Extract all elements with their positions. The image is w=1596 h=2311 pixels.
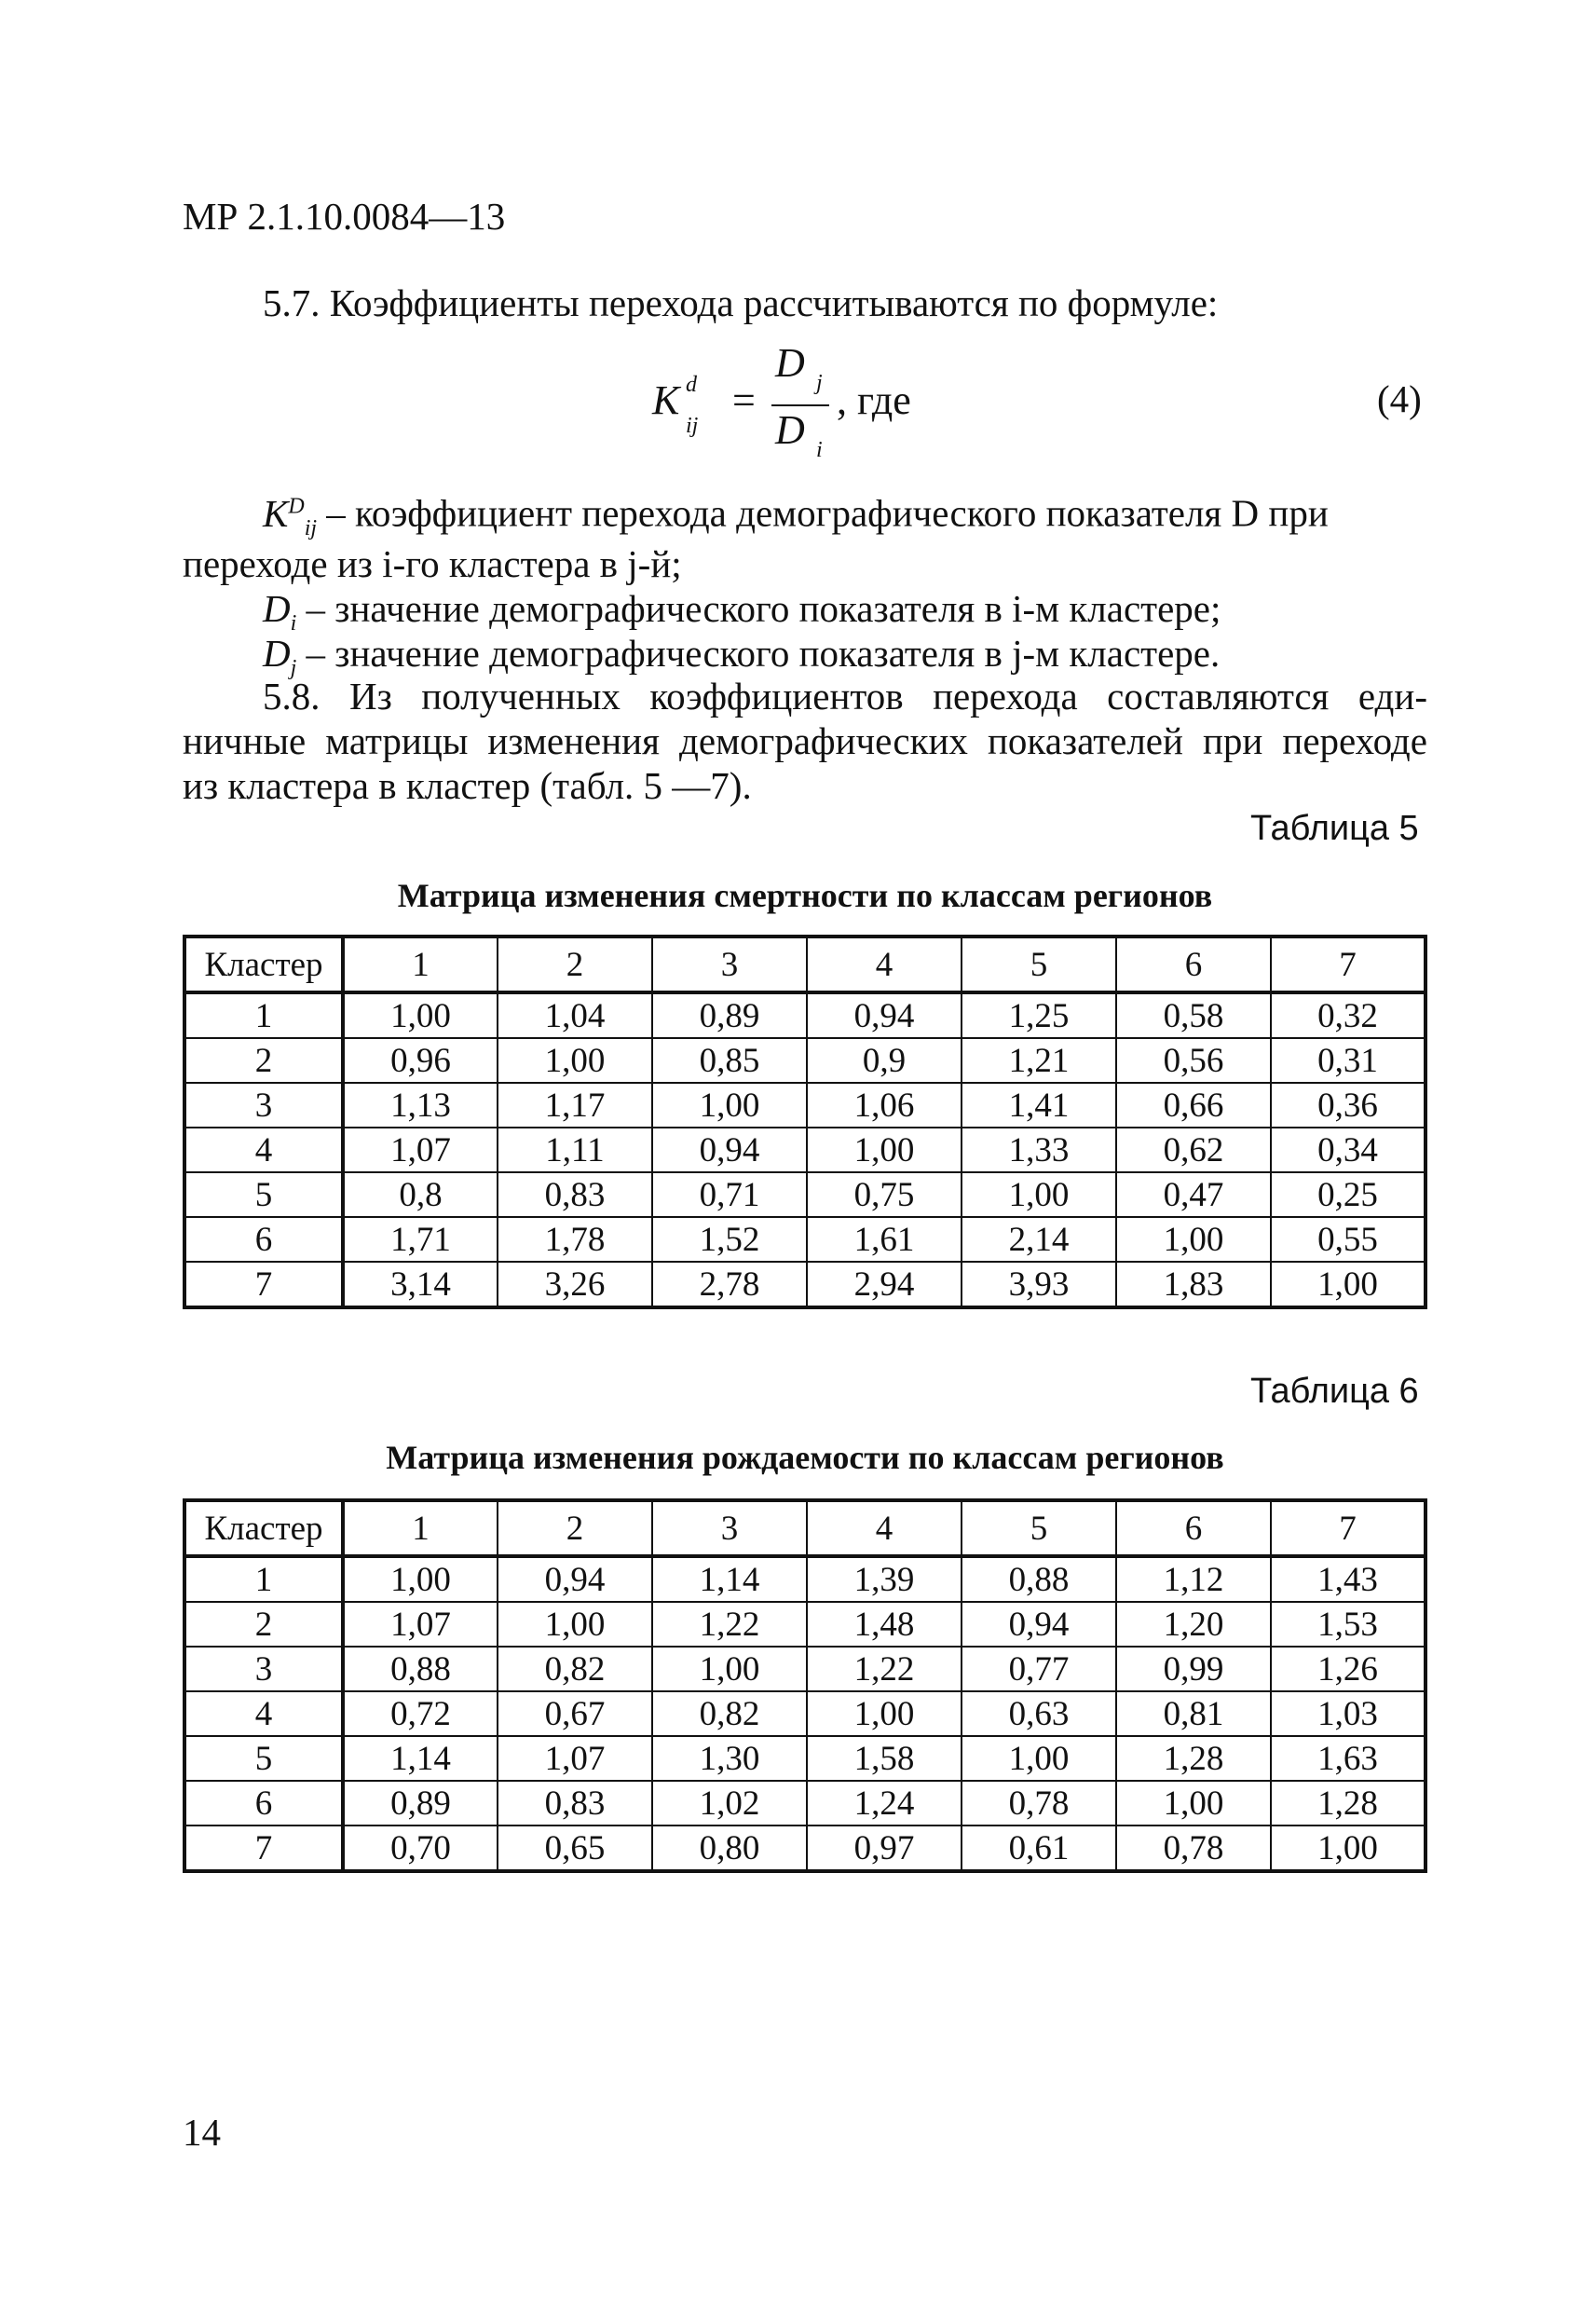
- table5-label: Таблица 5: [1250, 809, 1419, 848]
- table-cell: 0,75: [807, 1172, 962, 1217]
- table6-title: Матрица изменения рождаемости по классам регионов: [386, 1439, 1224, 1476]
- formula-k-sub: ij: [686, 414, 699, 438]
- table-cell: 1,63: [1271, 1736, 1425, 1781]
- table-cell: 0,83: [498, 1781, 652, 1826]
- section-5-8-line3: из кластера в кластер (табл. 5 —7).: [183, 764, 752, 807]
- row-header-cell: 2: [184, 1602, 343, 1647]
- table-cell: 1,00: [343, 1556, 498, 1602]
- column-header: 7: [1271, 937, 1425, 992]
- table-cell: 0,63: [962, 1691, 1116, 1736]
- table-cell: 0,31: [1271, 1038, 1425, 1083]
- column-header: 5: [962, 937, 1116, 992]
- table-cell: 1,22: [807, 1647, 962, 1691]
- formula-where: , где: [837, 377, 911, 423]
- table-cell: 1,00: [498, 1602, 652, 1647]
- table-header-row: [184, 937, 1425, 992]
- formula-denominator: D: [775, 407, 805, 453]
- table-cell: 0,36: [1271, 1083, 1425, 1128]
- table-cell: 0,96: [343, 1038, 498, 1083]
- table-row: [184, 1736, 1425, 1781]
- table-row: [184, 1038, 1425, 1083]
- row-header-cell: 5: [184, 1172, 343, 1217]
- table-cell: 0,56: [1116, 1038, 1271, 1083]
- table-cell: 0,78: [1116, 1826, 1271, 1871]
- table-cell: 1,30: [652, 1736, 807, 1781]
- table5-title: Матрица изменения смертности по классам регионов: [397, 877, 1213, 914]
- row-header-cell: 5: [184, 1736, 343, 1781]
- table-cell: 0,82: [498, 1647, 652, 1691]
- table-cell: 0,32: [1271, 992, 1425, 1038]
- table-cell: 0,72: [343, 1691, 498, 1736]
- table-cell: 0,65: [498, 1826, 652, 1871]
- table-cell: 0,61: [962, 1826, 1116, 1871]
- table-cell: 0,47: [1116, 1172, 1271, 1217]
- table-cell: 1,53: [1271, 1602, 1425, 1647]
- table-cell: 1,43: [1271, 1556, 1425, 1602]
- column-header: 1: [343, 1500, 498, 1556]
- table-cell: 0,82: [652, 1691, 807, 1736]
- table-cell: 1,12: [1116, 1556, 1271, 1602]
- table-cell: 0,77: [962, 1647, 1116, 1691]
- table-cell: 1,71: [343, 1217, 498, 1262]
- table-cell: 1,00: [1116, 1217, 1271, 1262]
- table-cell: 2,94: [807, 1262, 962, 1307]
- table-cell: 1,00: [1116, 1781, 1271, 1826]
- table-row: [184, 1691, 1425, 1736]
- row-header-cell: 1: [184, 1556, 343, 1602]
- section-5-8-line1: 5.8. Из полученных коэффициентов перехода составляются еди-: [263, 675, 1427, 718]
- table-cell: 0,70: [343, 1826, 498, 1871]
- table-cell: 1,14: [343, 1736, 498, 1781]
- table-cell: 0,8: [343, 1172, 498, 1217]
- table-cell: 1,78: [498, 1217, 652, 1262]
- table-cell: 1,00: [962, 1736, 1116, 1781]
- table-cell: 1,22: [652, 1602, 807, 1647]
- column-header-cluster: Кластер: [184, 1500, 343, 1556]
- column-header: 4: [807, 1500, 962, 1556]
- section-5-8-line2: ничные матрицы изменения демографических показателей при переходе: [183, 719, 1427, 762]
- table-cell: 1,20: [1116, 1602, 1271, 1647]
- table-cell: 0,71: [652, 1172, 807, 1217]
- table-cell: 1,48: [807, 1602, 962, 1647]
- table-cell: 1,00: [343, 992, 498, 1038]
- table-cell: 2,14: [962, 1217, 1116, 1262]
- table-row: [184, 1083, 1425, 1128]
- formula-k-sup: d: [686, 373, 697, 397]
- table-cell: 0,78: [962, 1781, 1116, 1826]
- table-cell: 1,00: [962, 1172, 1116, 1217]
- table-cell: 1,14: [652, 1556, 807, 1602]
- table-cell: 1,83: [1116, 1262, 1271, 1307]
- table-cell: 1,04: [498, 992, 652, 1038]
- table-cell: 0,81: [1116, 1691, 1271, 1736]
- table-cell: 1,00: [807, 1691, 962, 1736]
- table-cell: 0,97: [807, 1826, 962, 1871]
- table6-birthrate-matrix: [183, 1498, 1427, 1873]
- row-header-cell: 7: [184, 1826, 343, 1871]
- table-cell: 1,02: [652, 1781, 807, 1826]
- column-header: 5: [962, 1500, 1116, 1556]
- formula-numerator-sub: j: [816, 371, 823, 395]
- table5-mortality-matrix: [183, 935, 1427, 1309]
- table-cell: 1,52: [652, 1217, 807, 1262]
- table-cell: 1,28: [1271, 1781, 1425, 1826]
- table-cell: 1,39: [807, 1556, 962, 1602]
- table-row: [184, 1128, 1425, 1172]
- definition-dj-symbol: $D_j$: [263, 632, 297, 681]
- row-header-cell: 4: [184, 1691, 343, 1736]
- table-cell: 1,00: [498, 1038, 652, 1083]
- table-cell: 1,41: [962, 1083, 1116, 1128]
- table-cell: 0,55: [1271, 1217, 1425, 1262]
- table-row: [184, 992, 1425, 1038]
- definition-k-symbol: $K^D_{ij}$: [263, 491, 318, 540]
- table-cell: 0,88: [962, 1556, 1116, 1602]
- formula-denominator-sub: i: [816, 438, 823, 462]
- table-cell: 0,94: [652, 1128, 807, 1172]
- table-cell: 1,61: [807, 1217, 962, 1262]
- table-row: [184, 1781, 1425, 1826]
- column-header: 7: [1271, 1500, 1425, 1556]
- page-number: 14: [183, 2111, 221, 2154]
- definition-dj-text: – значение демографического показателя в j-м кластере.: [296, 632, 1221, 675]
- table-cell: 1,11: [498, 1128, 652, 1172]
- formula-4: [652, 340, 969, 466]
- row-header-cell: 7: [184, 1262, 343, 1307]
- definition-di-symbol: $D_i$: [263, 587, 297, 636]
- table-cell: 0,66: [1116, 1083, 1271, 1128]
- table-cell: 1,24: [807, 1781, 962, 1826]
- row-header-cell: 6: [184, 1781, 343, 1826]
- table-cell: 1,06: [807, 1083, 962, 1128]
- table-cell: 1,07: [343, 1602, 498, 1647]
- table-cell: 3,26: [498, 1262, 652, 1307]
- table6-label: Таблица 6: [1250, 1372, 1419, 1411]
- table-cell: 1,00: [807, 1128, 962, 1172]
- column-header: 4: [807, 937, 962, 992]
- row-header-cell: 4: [184, 1128, 343, 1172]
- table-cell: 0,94: [498, 1556, 652, 1602]
- definition-di-text: – значение демографического показателя в i-м кластере;: [296, 587, 1221, 630]
- table-cell: 0,94: [807, 992, 962, 1038]
- definition-k-line1: – коэффициент перехода демографического показателя D при: [317, 491, 1329, 535]
- table-cell: 1,00: [652, 1083, 807, 1128]
- table-cell: 1,21: [962, 1038, 1116, 1083]
- table-header-row: [184, 1500, 1425, 1556]
- row-header-cell: 2: [184, 1038, 343, 1083]
- table-cell: 0,34: [1271, 1128, 1425, 1172]
- row-header-cell: 1: [184, 992, 343, 1038]
- table-cell: 0,99: [1116, 1647, 1271, 1691]
- table-cell: 1,00: [1271, 1826, 1425, 1871]
- table-row: [184, 1556, 1425, 1602]
- table-cell: 3,93: [962, 1262, 1116, 1307]
- table-cell: 0,83: [498, 1172, 652, 1217]
- column-header: 1: [343, 937, 498, 992]
- column-header: 3: [652, 1500, 807, 1556]
- table-cell: 3,14: [343, 1262, 498, 1307]
- section-5-7-text: 5.7. Коэффициенты перехода рассчитываются по формуле:: [263, 281, 1219, 324]
- formula-numerator: D: [775, 340, 805, 386]
- row-header-cell: 3: [184, 1083, 343, 1128]
- table-cell: 1,17: [498, 1083, 652, 1128]
- table-row: [184, 1647, 1425, 1691]
- table-cell: 0,9: [807, 1038, 962, 1083]
- table-cell: 1,00: [652, 1647, 807, 1691]
- table-row: [184, 1172, 1425, 1217]
- document-code: МР 2.1.10.0084—13: [183, 195, 506, 238]
- table-row: [184, 1826, 1425, 1871]
- definition-k-line2: переходе из i-го кластера в j-й;: [183, 542, 682, 585]
- table-cell: 0,80: [652, 1826, 807, 1871]
- table-cell: 0,58: [1116, 992, 1271, 1038]
- equation-number: (4): [1377, 377, 1422, 420]
- table-cell: 1,26: [1271, 1647, 1425, 1691]
- table-row: [184, 1602, 1425, 1647]
- row-header-cell: 6: [184, 1217, 343, 1262]
- table-cell: 0,67: [498, 1691, 652, 1736]
- formula-k: K: [652, 377, 680, 423]
- column-header: 2: [498, 1500, 652, 1556]
- table-cell: 1,28: [1116, 1736, 1271, 1781]
- table-cell: 1,25: [962, 992, 1116, 1038]
- table-cell: 0,94: [962, 1602, 1116, 1647]
- column-header-cluster: Кластер: [184, 937, 343, 992]
- row-header-cell: 3: [184, 1647, 343, 1691]
- table-cell: 0,85: [652, 1038, 807, 1083]
- table-cell: 1,07: [498, 1736, 652, 1781]
- table-cell: 1,03: [1271, 1691, 1425, 1736]
- table-cell: 1,58: [807, 1736, 962, 1781]
- table-cell: 1,00: [1271, 1262, 1425, 1307]
- table-cell: 0,62: [1116, 1128, 1271, 1172]
- table-cell: 0,89: [652, 992, 807, 1038]
- table-cell: 0,89: [343, 1781, 498, 1826]
- table-cell: 2,78: [652, 1262, 807, 1307]
- table-cell: 1,07: [343, 1128, 498, 1172]
- table-row: [184, 1217, 1425, 1262]
- table-row: [184, 1262, 1425, 1307]
- table-cell: 0,88: [343, 1647, 498, 1691]
- table-cell: 0,25: [1271, 1172, 1425, 1217]
- column-header: 2: [498, 937, 652, 992]
- column-header: 6: [1116, 937, 1271, 992]
- column-header: 6: [1116, 1500, 1271, 1556]
- column-header: 3: [652, 937, 807, 992]
- formula-equals: =: [732, 377, 756, 423]
- table-cell: 1,13: [343, 1083, 498, 1128]
- table-cell: 1,33: [962, 1128, 1116, 1172]
